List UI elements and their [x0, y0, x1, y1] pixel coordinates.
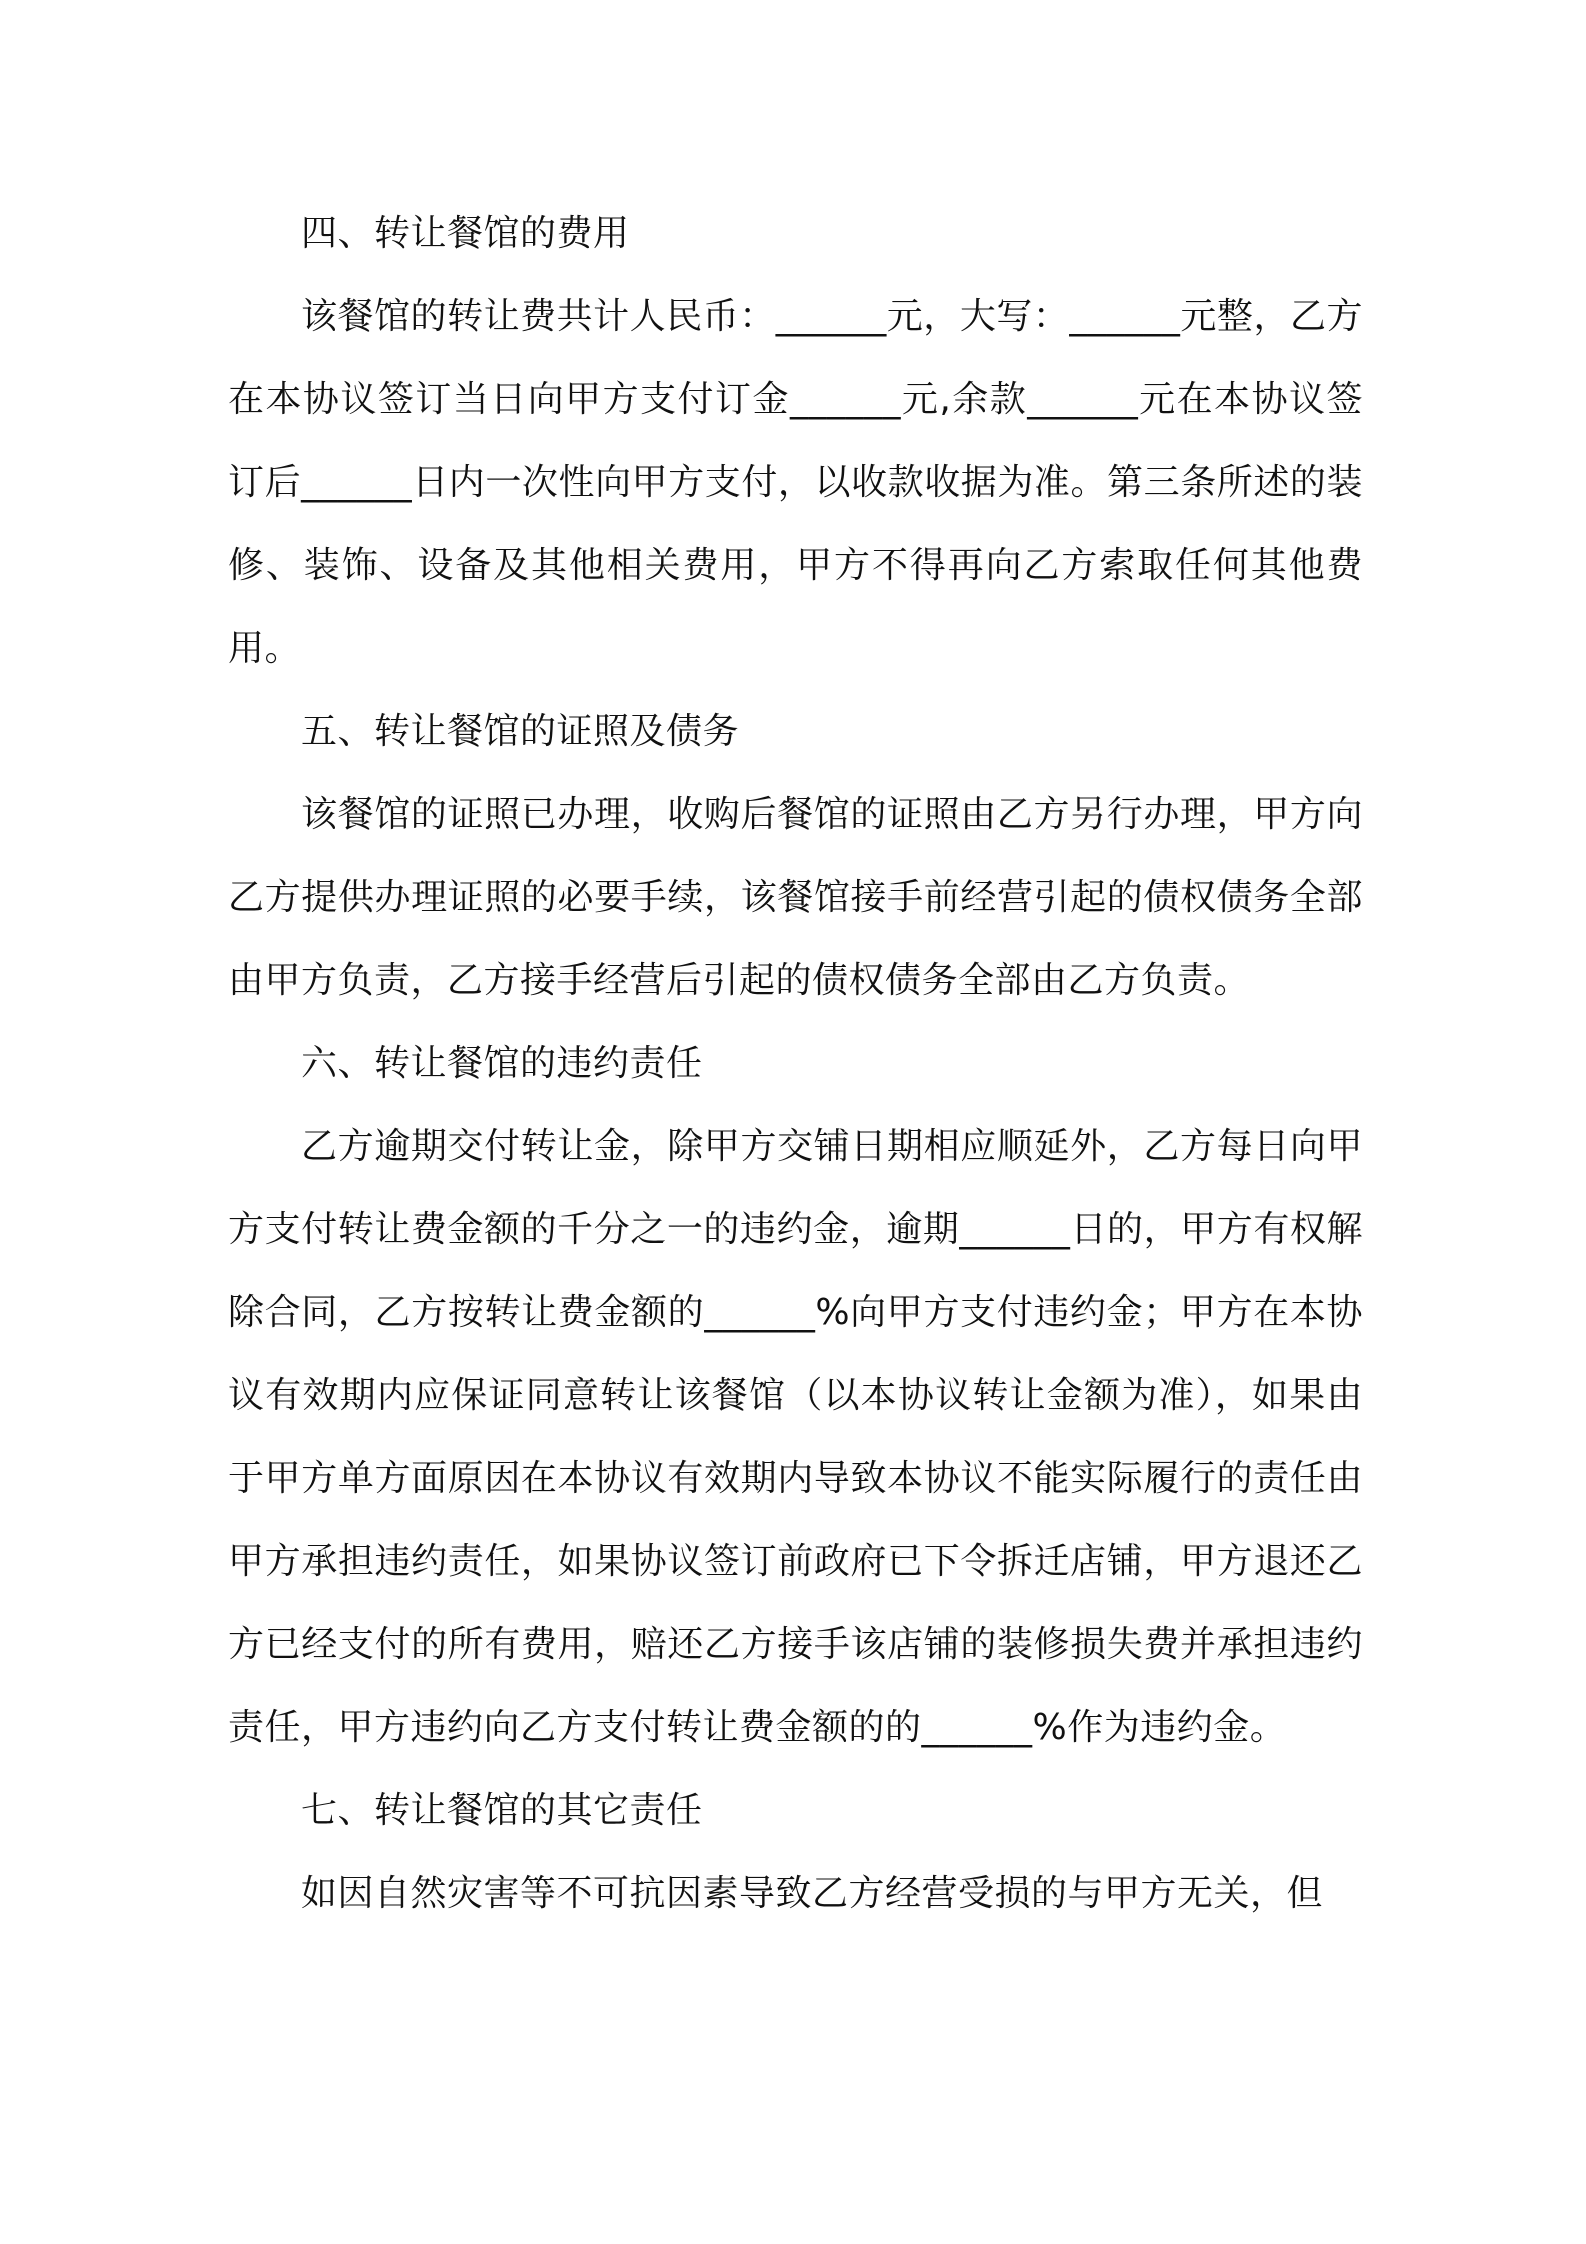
- document-body: [228, 192, 1363, 1935]
- section-heading-breach-liability: 六、转让餐馆的违约责任: [301, 1043, 703, 1084]
- section-paragraph-other-liability: 如因自然灾害等不可抗因素导致乙方经营受损的与甲方无关，但: [301, 1873, 1324, 1914]
- section-paragraph-breach-liability: 乙方逾期交付转让金，除甲方交铺日期相应顺延外，乙方每日向甲方支付转让费金额的千分之一的违约金，逾期______日的，甲方有权解除合同，乙方按转让费金额的______%向甲方支付违约金；甲方在本协议有效期内应保证同意转让该餐馆（以本协议转让金额为准），如果由于甲方单方面原因在本协议有效期内导致本协议不能实际履行的责任由甲方承担违约责任，如果协议签订前政府已下令拆迁店铺，甲方退还乙方已经支付的所有费用，赔还乙方接手该店铺的装修损失费并承担违约责任，甲方违约向乙方支付转让费金额的的______%作为违约金。: [228, 1126, 1363, 1748]
- section-heading-other-liability: 七、转让餐馆的其它责任: [301, 1790, 703, 1831]
- section-heading-licenses-debts: 五、转让餐馆的证照及债务: [301, 711, 740, 752]
- section-paragraph-licenses-debts: 该餐馆的证照已办理，收购后餐馆的证照由乙方另行办理，甲方向乙方提供办理证照的必要手续，该餐馆接手前经营引起的债权债务全部由甲方负责，乙方接手经营后引起的债权债务全部由乙方负责。: [228, 794, 1363, 1001]
- section-heading-fees: 四、转让餐馆的费用: [301, 213, 630, 254]
- section-paragraph-fees: 该餐馆的转让费共计人民币：______元，大写：______元整，乙方在本协议签订当日向甲方支付订金______元,余款______元在本协议签订后______日内一次性向甲方支付，以收款收据为准。第三条所述的装修、装饰、设备及其他相关费用，甲方不得再向乙方索取任何其他费用。: [228, 296, 1363, 669]
